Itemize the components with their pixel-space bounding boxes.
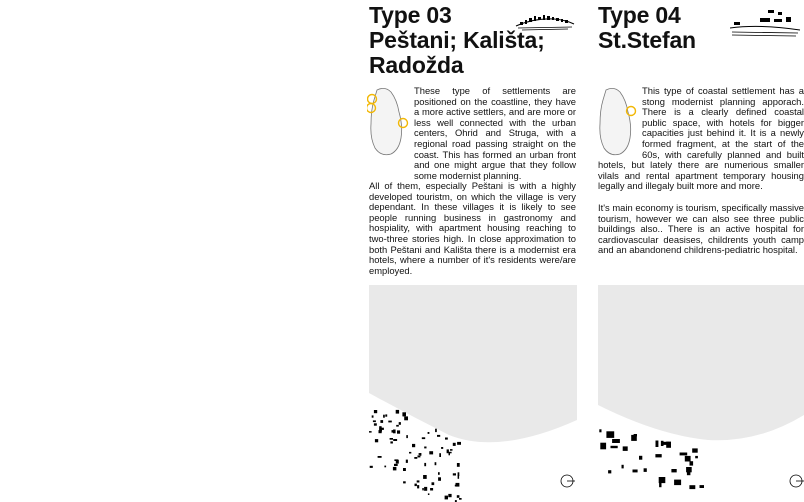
building-footprint: [435, 462, 437, 465]
building-footprint: [457, 463, 460, 467]
building-footprint: [612, 439, 620, 443]
building-footprint: [623, 446, 628, 451]
building-footprint: [373, 420, 376, 422]
building-footprint: [393, 430, 396, 434]
building-footprint: [403, 481, 406, 483]
building-footprint: [406, 435, 408, 438]
building-footprint: [453, 473, 456, 475]
building-footprint: [428, 493, 430, 495]
building-footprint: [685, 456, 691, 462]
skyline-sketch-icon: [730, 8, 802, 38]
building-footprint: [385, 414, 387, 416]
building-footprint: [689, 485, 695, 489]
building-footprint: [370, 466, 373, 468]
building-footprint: [423, 475, 427, 479]
building-footprint: [397, 430, 400, 433]
type04-title-line1: Type 04: [598, 2, 681, 28]
building-footprint: [438, 472, 440, 475]
building-footprint: [435, 429, 437, 432]
building-footprint: [419, 453, 421, 455]
type04-paragraph1-top: This type of coastal settlement has a stong modernist planning apporach. There is a clearly defined coastal public space, with hotels for bigger capacities just behind it. It is a newly formed fragment, at the start of the 60s, with carefully planned and built hotels, but lately there are numerious smaller vilals and rental apartment temporary housing legally and illegaly built more and more.: [598, 85, 804, 192]
type03-title-line1: Type 03: [369, 2, 452, 28]
building-footprint: [388, 421, 392, 423]
building-footprint: [424, 447, 426, 449]
type04-title: [598, 3, 738, 53]
building-footprint: [441, 447, 443, 449]
lake-locator-map-icon: [367, 86, 409, 158]
building-footprint: [438, 477, 441, 481]
building-footprint: [396, 460, 399, 464]
building-footprint: [428, 432, 430, 434]
building-footprint: [402, 412, 406, 416]
building-footprint: [449, 452, 452, 454]
building-footprint: [606, 431, 614, 438]
building-footprint: [450, 449, 453, 451]
building-footprint: [432, 482, 435, 485]
building-footprint: [644, 468, 647, 472]
building-footprint: [458, 475, 460, 479]
building-footprint: [396, 425, 399, 427]
building-footprint: [417, 480, 420, 482]
building-footprint: [403, 468, 406, 471]
building-footprint: [690, 461, 694, 465]
type03-figure-ground-map: [369, 285, 577, 502]
building-footprint: [639, 456, 642, 460]
building-footprint: [445, 438, 448, 440]
building-footprint: [404, 416, 408, 420]
building-footprint: [695, 456, 698, 458]
building-footprint: [700, 485, 705, 488]
skyline-sketch-icon: [514, 10, 578, 32]
building-footprint: [634, 434, 637, 436]
building-footprint: [383, 415, 385, 418]
building-footprint: [608, 470, 611, 473]
building-footprint: [680, 453, 688, 456]
building-footprint: [384, 466, 386, 468]
building-footprint: [422, 488, 424, 490]
building-footprint: [417, 485, 419, 488]
building-footprint: [622, 465, 624, 469]
building-footprint: [399, 422, 401, 425]
type04-figure-ground-map: [598, 285, 804, 502]
building-footprint: [633, 470, 638, 473]
building-footprint: [393, 439, 397, 441]
building-footprint: [659, 481, 661, 487]
building-footprint: [447, 449, 449, 453]
building-footprint: [671, 469, 676, 472]
building-footprint: [437, 435, 440, 437]
building-footprint: [372, 415, 374, 417]
type03-paragraph2: All of them, especially Peštani is with a highly developed touristm, on which the village is very dependant. In these villages it is likely to see people running business in gastronomy and hospiality, with apartment housing reaching to two-three stories high. In close approximation to both Peštani and Kališta there is a modernist era hotels, where a number of it's residents were/are employed.: [369, 180, 576, 276]
building-footprint: [661, 441, 664, 446]
building-footprint: [393, 467, 397, 471]
building-footprint: [457, 442, 461, 445]
building-footprint: [409, 452, 411, 454]
building-footprint: [445, 496, 448, 500]
building-footprint: [655, 454, 661, 457]
building-footprint: [396, 410, 399, 414]
type04-title-line2: St.Stefan: [598, 27, 696, 53]
building-footprint: [380, 420, 383, 423]
building-footprint: [430, 488, 433, 491]
building-footprint: [375, 439, 378, 442]
building-footprint: [390, 438, 393, 440]
type04-paragraph2: It's main economy is tourism, specifically massive tourism, however we can also see three public buildings also.. There is an active hospital for cardiovascular deasises, childrents youth camp and an abandonend childrens-pediatric hospital.: [598, 202, 804, 256]
building-footprint: [374, 410, 377, 413]
building-footprint: [414, 457, 417, 459]
building-footprint: [429, 451, 433, 454]
building-footprint: [390, 441, 393, 443]
building-footprint: [379, 426, 381, 430]
building-footprint: [459, 498, 462, 500]
building-footprint: [453, 443, 456, 446]
building-footprint: [656, 441, 659, 448]
building-footprint: [422, 437, 425, 439]
building-footprint: [692, 448, 698, 452]
building-footprint: [674, 480, 681, 486]
type03-title-line2: Peštani; Kališta;: [369, 27, 545, 53]
building-footprint: [611, 446, 618, 448]
building-footprint: [599, 429, 601, 432]
building-footprint: [457, 495, 460, 498]
building-footprint: [382, 428, 384, 430]
building-footprint: [406, 460, 408, 463]
building-footprint: [412, 444, 415, 447]
building-footprint: [394, 464, 398, 466]
building-footprint: [424, 487, 427, 491]
building-footprint: [439, 453, 441, 457]
building-footprint: [455, 485, 458, 487]
type03-title-line3: Radožda: [369, 52, 464, 78]
building-footprint: [369, 431, 372, 433]
type03-paragraph1: These type of settlements are positioned on the coastline, they have a more active settlers, and are more or less well connected with the urban centers, Ohrid and Struga, with a regional road passing straight on the coast. This has formed an urban front and one might argue that they follow some modernist planning.: [414, 85, 576, 181]
building-footprint: [600, 443, 606, 450]
building-footprint: [424, 463, 426, 466]
building-footprint: [415, 484, 417, 487]
building-footprint: [448, 494, 451, 497]
building-footprint: [374, 423, 377, 425]
building-footprint: [378, 456, 382, 458]
building-footprint: [686, 467, 692, 472]
